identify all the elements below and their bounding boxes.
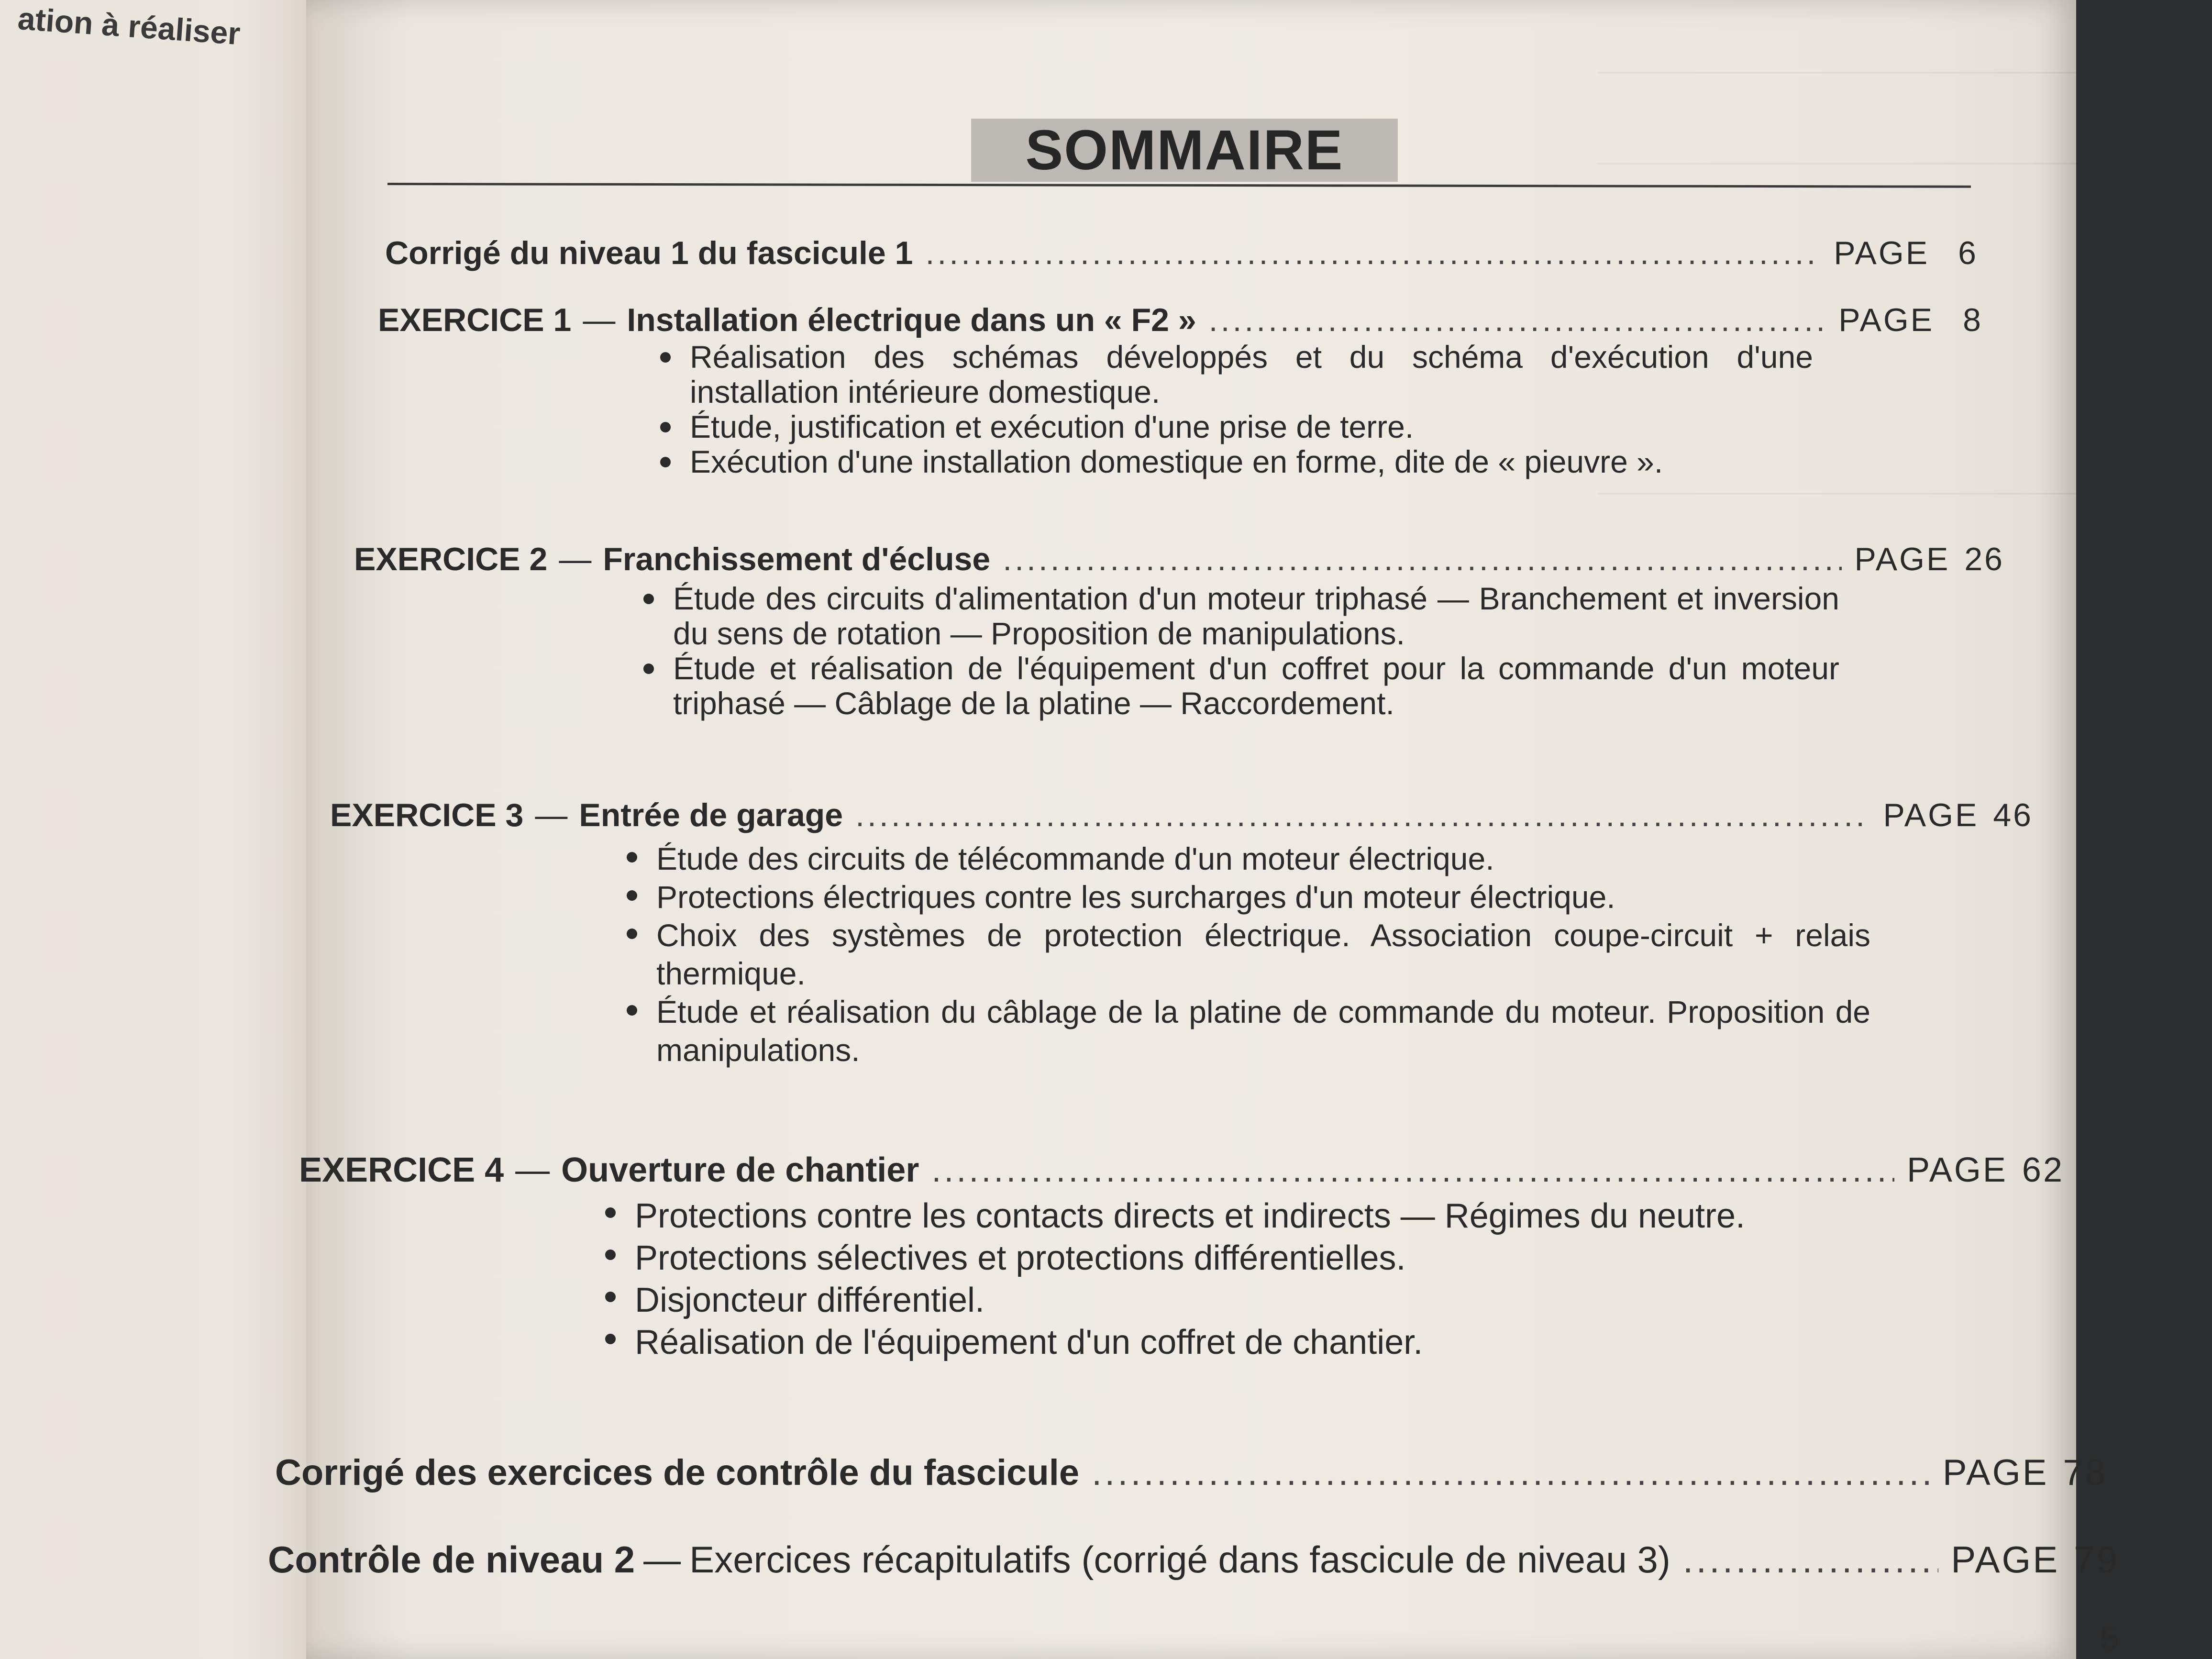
page-label: PAGE [1838,302,1935,338]
toc-entry-corrige-niveau-1[interactable] [385,234,1978,272]
dot-leader [1209,301,1826,339]
list-item: Étude des circuits d'alimentation d'un moteur triphasé — Branchement et inversion du sens de rotation — Proposition de manipulations. [643,581,1839,651]
page-number: 46 [1993,797,2033,833]
toc-entry-exercice-2[interactable] [354,541,2004,578]
list-item: Réalisation des schémas développés et du schéma d'exécution d'une installation intérieure domestique. [660,340,1813,409]
list-item: Réalisation de l'équipement d'un coffret de chantier. [605,1321,1880,1363]
toc-entry-corrige-controle[interactable] [275,1452,2107,1493]
entry-subject: Franchissement d'écluse [603,541,991,577]
page-number: 79 [2074,1538,2119,1581]
toc-entry-exercice-1[interactable] [378,301,1983,339]
list-item: Étude des circuits de télécommande d'un moteur électrique. [627,840,1870,878]
entry-label: EXERCICE 4 [299,1151,504,1189]
left-page-fragment: ation à réaliser [16,0,242,52]
entry-label: Corrigé du niveau 1 du fascicule 1 [385,235,913,271]
list-item: Protections électriques contre les surcharges d'un moteur électrique. [627,878,1870,916]
exercice-2-bullets [643,581,1839,721]
entry-separator: — [643,1538,681,1581]
list-item: Exécution d'une installation domestique en forme, dite de « pieuvre ». [660,444,1813,479]
entry-separator: — [559,541,592,577]
entry-label: EXERCICE 1 [378,302,572,338]
exercice-1-bullets [660,340,1813,479]
page-number: 26 [1964,541,2004,577]
dot-leader [1683,1538,1938,1582]
list-item: Protections contre les contacts directs et indirects — Régimes du neutre. [605,1195,1880,1237]
page-number: 6 [1958,235,1978,271]
entry-subject: Entrée de garage [579,797,843,833]
page-label: PAGE [1951,1538,2060,1581]
entry-subject: Exercices récapitulatifs (corrigé dans fascicule de niveau 3) [689,1538,1670,1581]
entry-subject: Installation électrique dans un « F2 » [627,302,1196,338]
exercice-3-bullets [627,840,1870,1069]
page-number: 8 [1963,302,1983,338]
entry-separator: — [583,302,616,338]
page-number: 62 [2022,1151,2064,1189]
page-label: PAGE [1907,1151,2008,1189]
page-number: 78 [2063,1452,2107,1493]
list-item: Protections sélectives et protections différentielles. [605,1237,1880,1279]
list-item: Disjoncteur différentiel. [605,1279,1880,1321]
list-item: Étude et réalisation du câblage de la platine de commande du moteur. Proposition de manipulations. [627,993,1870,1069]
entry-separator: — [515,1151,550,1189]
entry-label: EXERCICE 3 [330,797,524,833]
list-item: Étude, justification et exécution d'une prise de terre. [660,409,1813,444]
entry-separator: — [535,797,568,833]
list-item: Étude et réalisation de l'équipement d'un coffret pour la commande d'un moteur triphasé — Câblage de la platine — Raccordement. [643,651,1839,721]
entry-label: Contrôle de niveau 2 [268,1538,635,1581]
dot-leader [931,1150,1894,1190]
entry-label: Corrigé des exercices de contrôle du fascicule [275,1452,1080,1493]
page-label: PAGE [1942,1452,2049,1493]
entry-subject: Ouverture de chantier [561,1151,919,1189]
dot-leader [925,234,1821,272]
toc-entry-exercice-3[interactable] [330,796,2033,834]
exercice-4-bullets [605,1195,1880,1363]
toc-entry-exercice-4[interactable] [299,1150,2064,1190]
folio-page-number: 5 [2100,1620,2119,1657]
page-title: SOMMAIRE [1025,119,1344,182]
page-label: PAGE [1834,235,1930,271]
dot-leader [855,796,1870,834]
dot-leader [1003,541,1842,578]
page-label: PAGE [1883,797,1979,833]
page-label: PAGE [1854,541,1950,577]
dot-leader [1092,1452,1930,1493]
list-item: Choix des systèmes de protection électrique. Association coupe-circuit + relais thermique. [627,916,1870,993]
toc-entry-controle-niveau-2[interactable] [268,1538,2119,1582]
entry-label: EXERCICE 2 [354,541,548,577]
